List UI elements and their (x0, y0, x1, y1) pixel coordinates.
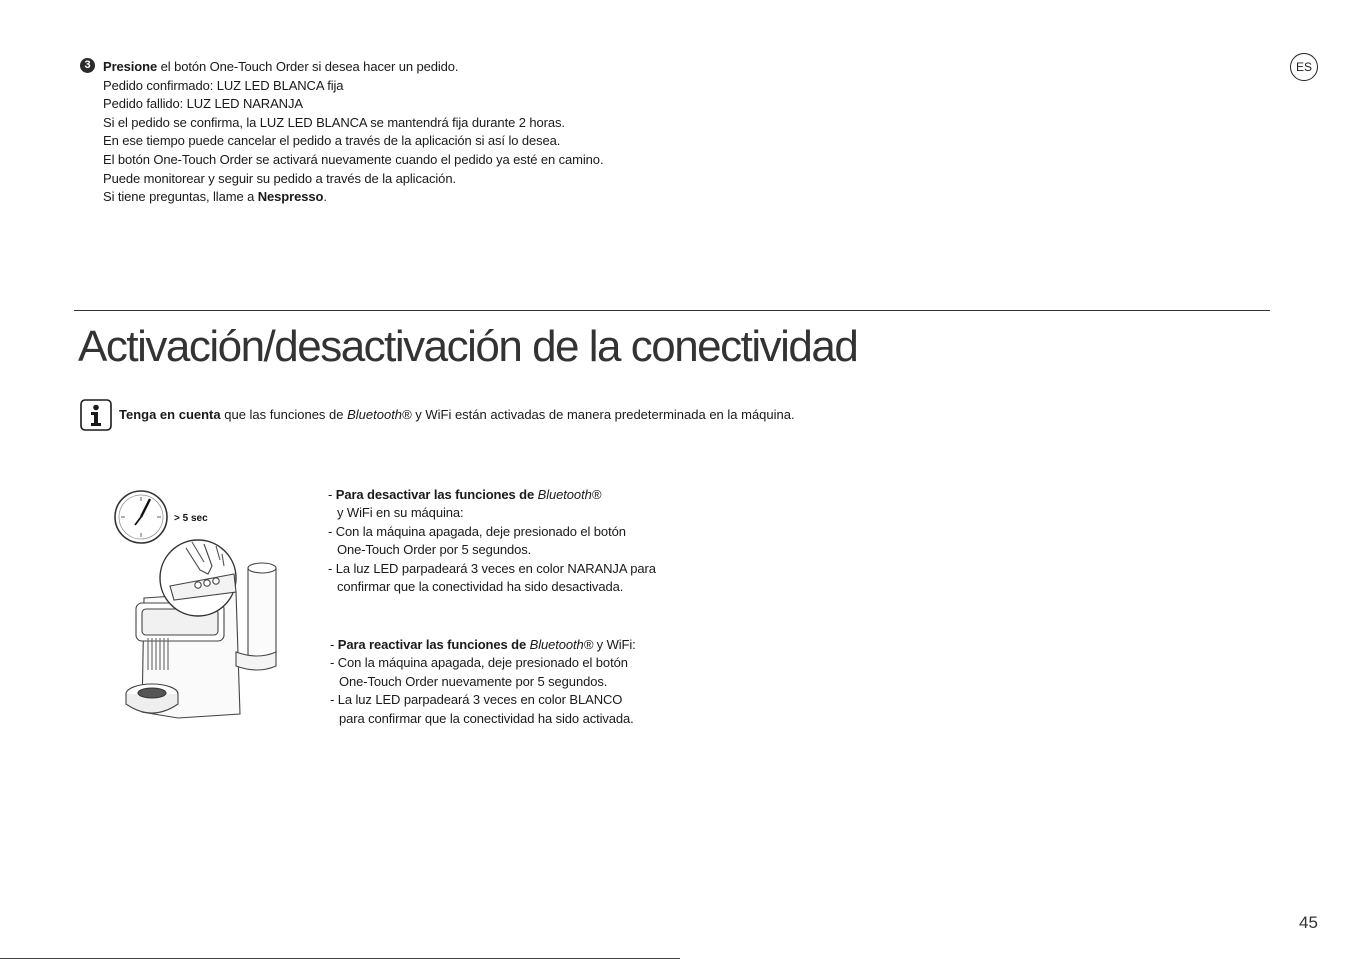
deactivate-bluetooth: Bluetooth® (537, 487, 602, 502)
reactivate-bluetooth: Bluetooth® (529, 637, 594, 652)
machine-illustration (108, 488, 288, 724)
step-line-6: El botón One-Touch Order se activará nuevamente cuando el pedido ya esté en camino. (103, 151, 604, 167)
deactivate-instructions (328, 486, 656, 596)
note-text-1: que las funciones de (220, 407, 348, 422)
info-icon (80, 399, 112, 431)
step-line-1 (103, 58, 603, 77)
brand-name: Nespresso (257, 189, 324, 205)
step-number-badge: 3 (80, 58, 95, 73)
timer-label: > 5 sec (174, 513, 208, 524)
note-bluetooth: Bluetooth® (347, 407, 412, 422)
step-line-2: Pedido confirmado: LUZ LED BLANCA fija (103, 77, 344, 93)
note-bold: Tenga en cuenta (119, 407, 221, 422)
deactivate-line-5: - La luz LED parpadeará 3 veces en color NARANJA para (328, 560, 656, 576)
deactivate-line-6: confirmar que la conectividad ha sido desactivada. (337, 579, 624, 595)
deactivate-line-3: - Con la máquina apagada, deje presionado el botón (328, 523, 626, 539)
reactivate-heading-bold: Para reactivar las funciones de (337, 637, 530, 652)
reactivate-line-3: One-Touch Order nuevamente por 5 segundos. (339, 673, 608, 689)
reactivate-tail: y WiFi: (593, 637, 636, 652)
step-line-3: Pedido fallido: LUZ LED NARANJA (103, 96, 303, 112)
reactivate-instructions (330, 636, 636, 728)
deactivate-line-2: y WiFi en su máquina: (337, 505, 464, 521)
page-number: 45 (1299, 913, 1318, 932)
deactivate-dash: - (328, 487, 336, 502)
note-text-2: y WiFi están activadas de manera predeterminada en la máquina. (411, 407, 795, 422)
step-verb: Presione (103, 59, 158, 74)
step-3-text (103, 58, 603, 207)
bottom-divider (0, 958, 680, 959)
info-note-text (119, 407, 795, 422)
section-title: Activación/desactivación de la conectividad (78, 322, 858, 371)
deactivate-heading (328, 486, 656, 504)
step-line-4: Si el pedido se confirma, la LUZ LED BLANCA se mantendrá fija durante 2 horas. (103, 114, 565, 130)
step-line-1-rest: el botón One-Touch Order si desea hacer un pedido. (157, 59, 459, 74)
reactivate-heading (330, 636, 636, 654)
deactivate-heading-bold: Para desactivar las funciones de (335, 487, 538, 502)
section-divider (74, 310, 1270, 311)
deactivate-line-4: One-Touch Order por 5 segundos. (337, 542, 532, 558)
step-line-8-post: . (323, 189, 327, 205)
step-line-7: Puede monitorear y seguir su pedido a través de la aplicación. (103, 170, 456, 186)
step-line-5: En ese tiempo puede cancelar el pedido a través de la aplicación si así lo desea. (103, 133, 561, 149)
reactivate-line-4: - La luz LED parpadeará 3 veces en color BLANCO (330, 692, 623, 708)
step-line-8-pre: Si tiene preguntas, llame a (103, 189, 258, 205)
language-badge: ES (1290, 53, 1318, 81)
step-line-8 (103, 188, 603, 207)
stopwatch-icon (115, 491, 167, 543)
reactivate-dash: - (330, 637, 338, 652)
reactivate-line-2: - Con la máquina apagada, deje presionado el botón (330, 655, 628, 671)
reactivate-line-5: para confirmar que la conectividad ha sido activada. (339, 710, 634, 726)
